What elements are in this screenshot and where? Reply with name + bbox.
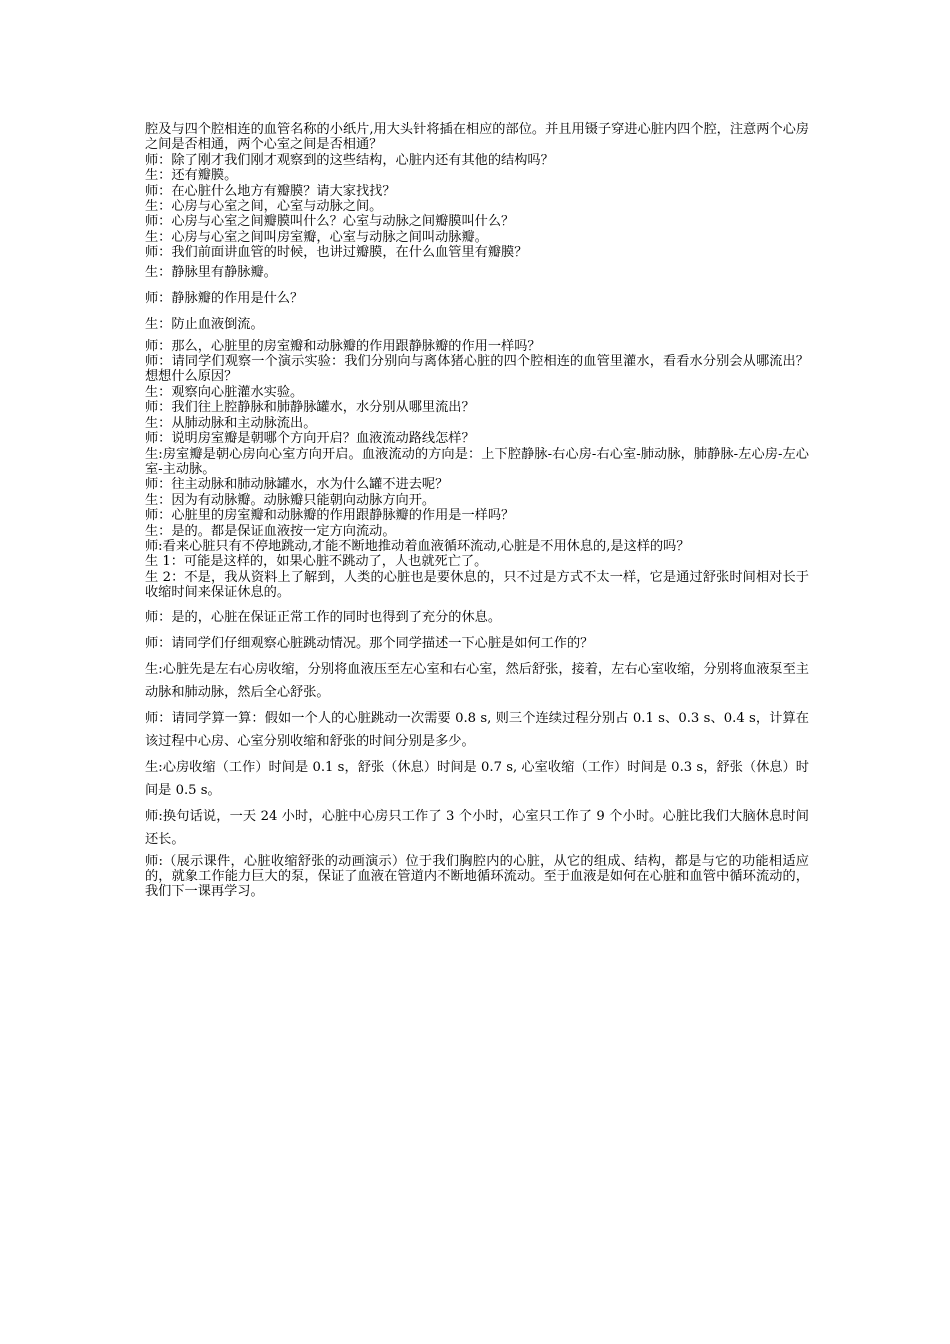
paragraph: 师：静脉瓣的作用是什么？ bbox=[145, 290, 304, 306]
paragraph: 生:心房收缩（工作）时间是 0.1 s，舒张（休息）时间是 0.7 s, 心室收缩（工作）时间是 0.3 s，舒张（休息）时间是 0.5 s。 bbox=[145, 759, 809, 798]
paragraph: 生：观察向心脏灌水实验。 bbox=[145, 384, 304, 400]
paragraph: 生：还有瓣膜。 bbox=[145, 168, 238, 184]
paragraph: 师:看来心脏只有不停地跳动,才能不断地推动着血液循环流动,心脏是不用休息的,是这样的吗？ bbox=[145, 538, 690, 554]
paragraph: 生：因为有动脉瓣。动脉瓣只能朝向动脉方向开。 bbox=[145, 492, 436, 508]
paragraph: 师：除了刚才我们刚才观察到的这些结构，心脏内还有其他的结构吗？ bbox=[145, 152, 554, 168]
paragraph: 生：防止血液倒流。 bbox=[145, 316, 264, 332]
paragraph: 师：说明房室瓣是朝哪个方向开启？血液流动路线怎样？ bbox=[145, 431, 475, 447]
paragraph: 生 1：可能是这样的，如果心脏不跳动了，人也就死亡了。 bbox=[145, 554, 488, 570]
paragraph: 生：心房与心室之间，心室与动脉之间。 bbox=[145, 199, 383, 215]
paragraph: 师：往主动脉和肺动脉罐水，水为什么罐不进去呢？ bbox=[145, 477, 449, 493]
paragraph: 师：心脏里的房室瓣和动脉瓣的作用跟静脉瓣的作用是一样吗？ bbox=[145, 508, 515, 524]
paragraph: 师：在心脏什么地方有瓣膜？请大家找找？ bbox=[145, 183, 396, 199]
paragraph: 师:（展示课件，心脏收缩舒张的动画演示）位于我们胸腔内的心脏，从它的组成、结构，都是与它的功能相适应的，就象工作能力巨大的泵，保证了血液在管道内不断地循环流动。至于血液是如何在心脏和血管中循环流动的，我们下一课再学习。 bbox=[145, 853, 809, 900]
paragraph: 师：我们往上腔静脉和肺静脉罐水，水分别从哪里流出？ bbox=[145, 400, 475, 416]
paragraph: 师:换句话说，一天 24 小时，心脏中心房只工作了 3 个小时，心室只工作了 9 个小时。心脏比我们大脑休息时间还长。 bbox=[145, 808, 809, 847]
paragraph: 生:房室瓣是朝心房向心室方向开启。血液流动的方向是：上下腔静脉-右心房-右心室-肺动脉，肺静脉-左心房-左心室-主动脉。 bbox=[145, 446, 809, 477]
paragraph: 师：请同学们仔细观察心脏跳动情况。那个同学描述一下心脏是如何工作的？ bbox=[145, 635, 594, 651]
paragraph: 生 2：不是，我从资料上了解到，人类的心脏也是要休息的，只不过是方式不太一样，它是通过舒张时间相对长于收缩时间来保证休息的。 bbox=[145, 569, 809, 601]
paragraph: 师：我们前面讲血管的时候，也讲过瓣膜，在什么血管里有瓣膜？ bbox=[145, 245, 528, 261]
paragraph: 师：是的，心脏在保证正常工作的同时也得到了充分的休息。 bbox=[145, 609, 502, 625]
document-page bbox=[145, 122, 809, 900]
paragraph: 师：那么，心脏里的房室瓣和动脉瓣的作用跟静脉瓣的作用一样吗？ bbox=[145, 338, 541, 354]
paragraph: 师：心房与心室之间瓣膜叫什么？心室与动脉之间瓣膜叫什么？ bbox=[145, 214, 515, 230]
paragraph: 生：静脉里有静脉瓣。 bbox=[145, 264, 277, 280]
paragraph: 生：心房与心室之间叫房室瓣，心室与动脉之间叫动脉瓣。 bbox=[145, 229, 488, 245]
paragraph: 生：从肺动脉和主动脉流出。 bbox=[145, 415, 317, 431]
paragraph: 师：请同学算一算：假如一个人的心脏跳动一次需要 0.8 s, 则三个连续过程分别占 0.1 s、0.3 s、0.4 s，计算在该过程中心房、心室分别收缩和舒张的时间分别是多少。 bbox=[145, 710, 809, 749]
paragraph: 师：请同学们观察一个演示实验：我们分别向与离体猪心脏的四个腔相连的血管里灌水，看看水分别会从哪流出？想想什么原因？ bbox=[145, 354, 809, 385]
paragraph: 生：是的。都是保证血液按一定方向流动。 bbox=[145, 523, 396, 539]
paragraph: 生:心脏先是左右心房收缩，分别将血液压至左心室和右心室，然后舒张，接着，左右心室收缩，分别将血液泵至主动脉和肺动脉，然后全心舒张。 bbox=[145, 661, 809, 700]
paragraph: 腔及与四个腔相连的血管名称的小纸片,用大头针将插在相应的部位。并且用镊子穿进心脏内四个腔，注意两个心房之间是否相通，两个心室之间是否相通？ bbox=[145, 122, 809, 153]
